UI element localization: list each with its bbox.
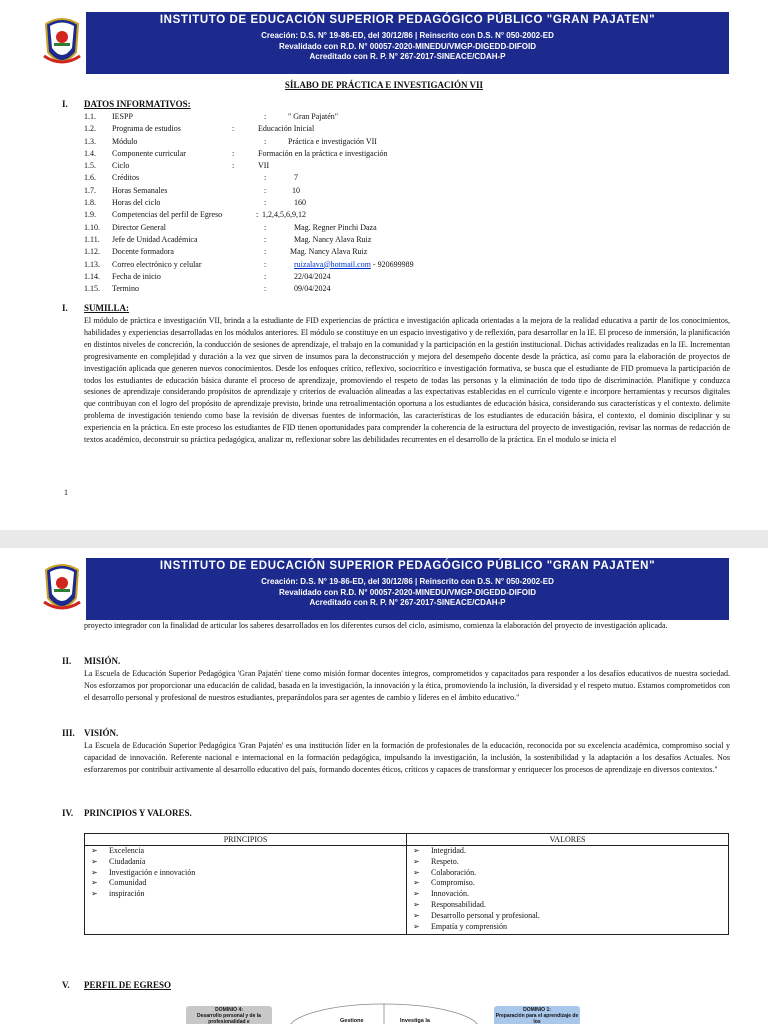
section-number: I. <box>62 99 68 109</box>
section-principios-heading <box>62 808 192 818</box>
colon: : <box>232 124 235 134</box>
colon: : <box>264 234 267 244</box>
page-2 <box>0 548 768 1024</box>
dominio-1-title: DOMINIO 1: <box>523 1007 551 1013</box>
diagram-center-right: Investiga la <box>400 1018 430 1024</box>
sumilla-continuation: proyecto integrador con la finalidad de articular los saberes desarrollados en los diferentes cursos del ciclo, asimismo, comienza la elaboración del proyecto de investigación aplicada. <box>84 621 668 630</box>
diagram-center-left: Gestione <box>340 1018 364 1024</box>
row-number: 1.4. <box>84 148 96 158</box>
email-link[interactable]: ruizalava@hotmail.com <box>294 259 371 269</box>
institution-legal-info <box>86 29 729 74</box>
section-title: MISIÓN. <box>84 656 121 666</box>
colon: : <box>232 148 235 158</box>
colon: : <box>256 210 259 220</box>
section-number: IV. <box>62 808 74 818</box>
row-label: IESPP <box>112 112 133 121</box>
row-number: 1.2. <box>84 124 96 134</box>
colon: : <box>264 247 267 257</box>
list-item: ➢ Compromiso. <box>431 878 728 889</box>
colon: : <box>264 259 267 269</box>
section-datos-heading <box>62 99 191 109</box>
row-number: 1.14. <box>84 271 100 281</box>
section-mision-heading <box>62 656 120 666</box>
principios-list <box>85 846 406 900</box>
row-label: Competencias del perfil de Egreso <box>112 210 223 220</box>
valores-list <box>407 846 728 932</box>
institution-name: INSTITUTO DE EDUCACIÓN SUPERIOR PEDAGÓGICO PÚBLICO "GRAN PAJATEN" <box>86 558 729 575</box>
row-number: 1.10. <box>84 222 100 232</box>
row-value: Práctica e investigación VII <box>288 136 377 146</box>
row-number: 1.8. <box>84 198 96 208</box>
colon: : <box>264 222 267 232</box>
creation-line: Creación: D.S. N° 19-86-ED, del 30/12/86 | Reinscrito con D.S. N° 050-2002-ED <box>261 577 554 586</box>
row-value: Mag. Regner Pinchi Daza <box>294 222 377 232</box>
row-value: Formación en la práctica e investigación <box>258 148 388 158</box>
row-label: Programa de estudios <box>112 124 181 134</box>
section-number: V. <box>62 980 70 990</box>
row-label: Docente formadora <box>112 247 174 257</box>
row-number: 1.3. <box>84 136 96 146</box>
accreditation-line: Acreditado con R. P. N° 267-2017-SINEACE/CDAH-P <box>309 52 506 61</box>
section-number: III. <box>62 728 75 738</box>
row-value: Educación Inicial <box>258 124 315 134</box>
row-number: 1.11. <box>84 234 100 244</box>
list-item: ➢ Excelencia <box>109 846 406 857</box>
perfil-diagram <box>0 1000 768 1024</box>
colon: : <box>264 173 267 183</box>
row-label: Termino <box>112 284 139 294</box>
sumilla-text: El módulo de práctica e investigación VII, brinda a la estudiante de FID experiencias de práctica e investigación aplicada orientadas a la mejora de la realidad educativa a partir de los conocimientos, habilidades y experiencias desarrolladas en los módulos anteriores. El módulo se constituye en un espacio investigativo y de reflexión, para desarrollar en la IE. El proceso de inmersión, la planificación en distintos niveles de concreción, la conducción de sesiones de aprendizaje, el trabajo en la comunidad y la participación en la gestión institucional. Dichas actividades realizadas en la IE. Incrementan progresivamente en complejidad y duración a la vez que sirven de insumos para la deconstrucción y mejora del desempeño docente desde la práctica, así como para la elaboración de proyectos de investigación aplicada que generen nuevos conocimientos. Desde los enfoques crítico, reflexivo, sociocrítico e investigación formativa, se busca que el estudiante de FID promueva la participación de todos los estudiantes de educación básica durante el proceso de aprendizaje, promoviendo el respeto de todas las personas y la eliminación de todo tipo de discriminación. Planifique y conduzca sesiones de aprendizaje considerando propósitos de aprendizaje y criterios de evaluación alineadas a las expectativas establecidas en el currículo vigente e incorpore herramientas y recursos digitales que contribuyan con el logro del propósito de aprendizaje previsto, brinde una retroalimentación oportuna a los estudiantes de educación básica, considerando sus características y el contexto. delimite problema de investigación teniendo como base la revisión de diversas fuentes de información, las características de los estudiantes de educación básica, el contexto, el dominio disciplinar y su experiencia en la práctica. En este proceso los estudiantes de FID tienen oportunidades para comprender la coherencia de la estructura del proyecto de investigación, revisar las normas de redacción de textos académico, deconstruir su práctica pedagógica, analizar m, reflexionar sobre las debilidades recurrentes en el desarrollo de la práctica. En el modulo se inicia el <box>84 316 730 445</box>
list-item: ➢ Desarrollo personal y profesional. <box>431 911 728 922</box>
dominio-4-title: DOMINIO 4: <box>215 1007 243 1013</box>
dominio-1-text: Preparación para el aprendizaje de los <box>495 1013 579 1024</box>
colon: : <box>264 198 267 208</box>
row-value: 7 <box>294 173 298 183</box>
contact-value <box>294 259 414 271</box>
colon: : <box>264 271 267 281</box>
row-value: 10 <box>292 185 300 195</box>
row-label: Horas Semanales <box>112 185 168 195</box>
colon: : <box>264 185 267 195</box>
colon: : <box>232 161 235 171</box>
dominio-1-label <box>494 1007 580 1024</box>
page-number: 1 <box>64 488 68 497</box>
list-item: ➢ Innovación. <box>431 889 728 900</box>
principios-cell <box>85 846 407 935</box>
phone-number: - 920699989 <box>370 259 414 269</box>
principles-values-table <box>84 833 729 935</box>
row-label: Horas del ciclo <box>112 198 161 208</box>
row-value: VII <box>258 161 270 171</box>
section-title: PERFIL DE EGRESO <box>84 980 172 990</box>
row-label: Créditos <box>112 173 140 183</box>
colon: : <box>264 112 267 121</box>
header-banner <box>40 12 729 74</box>
row-value: 22/04/2024 <box>294 271 331 281</box>
header-banner <box>40 558 729 620</box>
row-number: 1.9. <box>84 210 96 220</box>
row-number: 1.7. <box>84 185 96 195</box>
row-number: 1.13. <box>84 259 100 269</box>
institution-name: INSTITUTO DE EDUCACIÓN SUPERIOR PEDAGÓGICO PÚBLICO "GRAN PAJATEN" <box>86 12 729 29</box>
list-item: ➢ Ciudadanía <box>109 857 406 868</box>
vision-text: La Escuela de Educación Superior Pedagógica 'Gran Pajatén' es una institución líder en la formación de profesionales de la educación, reconocida por su excelencia académica, compromiso social y capacidad de innovación. Referente nacional e internacional en la formación pedagógica, impulsando la investigación, la inclusión, la sostenibilidad y la adaptación a los desafíos Actuales. Nos esforzaremos por contribuir activamente al desarrollo educativo del país, formando docentes éticos, críticos y capaces de transformar y enriquecer los procesos de aprendizaje en diversos contextos." <box>84 741 730 774</box>
list-item: ➢ Investigación e innovación <box>109 868 406 879</box>
document-title: SÍLABO DE PRÁCTICA E INVESTIGACIÓN VII <box>284 80 484 90</box>
creation-line: Creación: D.S. N° 19-86-ED, del 30/12/86 | Reinscrito con D.S. N° 050-2002-ED <box>261 31 554 40</box>
section-number: II. <box>62 656 72 666</box>
list-item: ➢ Integridad. <box>431 846 728 857</box>
colon: : <box>264 284 267 294</box>
section-title: PRINCIPIOS Y VALORES. <box>84 808 192 818</box>
institution-logo-icon <box>40 558 84 620</box>
row-number: 1.1. <box>84 112 96 121</box>
row-label: Jefe de Unidad Académica <box>112 234 198 244</box>
row-label: Fecha de inicio <box>112 271 161 281</box>
row-value: Mag. Nancy Alava Ruiz <box>294 234 372 244</box>
dominio-4-label <box>186 1007 272 1024</box>
row-label: Componente curricular <box>112 148 186 158</box>
revalidation-line: Revalidado con R.D. N° 00057-2020-MINEDU/VMGP-DIGEDD-DIFOID <box>278 587 537 597</box>
section-title: DATOS INFORMATIVOS: <box>84 99 191 109</box>
list-item: ➢ Comunidad <box>109 878 406 889</box>
column-header-principios: PRINCIPIOS <box>85 834 407 846</box>
column-header-valores: VALORES <box>407 834 729 846</box>
row-label: Director General <box>112 222 166 232</box>
dominio-4-text: Desarrollo personal y de la profesionalidad e <box>197 1013 261 1024</box>
row-number: 1.12. <box>84 247 100 257</box>
row-value: 09/04/2024 <box>294 284 331 294</box>
valores-cell <box>407 846 729 935</box>
row-value: Mag. Nancy Alava Ruiz <box>290 247 368 257</box>
row-value: 1,2,4,5,6,9,12 <box>262 210 306 220</box>
mision-text: La Escuela de Educación Superior Pedagógica 'Gran Pajatén' tiene como misión formar docentes íntegros, comprometidos y capacitados para responder a los desafíos educativos de nuestra sociedad. Nos esforzamos por proporcionar una educación de calidad, basada en la investigación, la innovación y la ética, promoviendo la inclusión, la diversidad y el respeto mutuo. Estamos comprometidos con el desarrollo personal y profesional de nuestros estudiantes, preparándolos para ser agentes de cambio y líderes en el ámbito educativo." <box>84 669 730 702</box>
list-item: ➢ Empatía y comprensión <box>431 922 728 933</box>
section-perfil-heading <box>62 980 171 990</box>
row-number: 1.5. <box>84 161 96 171</box>
section-vision-heading <box>62 728 118 738</box>
row-value: " Gran Pajatén" <box>288 112 339 121</box>
colon: : <box>264 136 267 146</box>
row-value: 160 <box>294 198 306 208</box>
list-item: ➢ Responsabilidad. <box>431 900 728 911</box>
list-item: ➢ Colaboración. <box>431 868 728 879</box>
institution-logo-icon <box>40 12 84 74</box>
revalidation-line: Revalidado con R.D. N° 00057-2020-MINEDU/VMGP-DIGEDD-DIFOID <box>278 41 537 51</box>
section-number: I. <box>62 303 68 313</box>
accreditation-line: Acreditado con R. P. N° 267-2017-SINEACE/CDAH-P <box>309 598 506 607</box>
row-label: Correo electrónico y celular <box>112 259 202 269</box>
row-number: 1.15. <box>84 284 100 294</box>
row-label: Ciclo <box>112 161 130 171</box>
section-title: SUMILLA: <box>84 303 130 313</box>
list-item: ➢ Respeto. <box>431 857 728 868</box>
section-title: VISIÓN. <box>84 728 119 738</box>
institution-legal-info <box>86 575 729 620</box>
section-sumilla-heading <box>62 303 129 313</box>
list-item: ➢ inspiración <box>109 889 406 900</box>
row-label: Módulo <box>112 136 138 146</box>
row-number: 1.6. <box>84 173 96 183</box>
